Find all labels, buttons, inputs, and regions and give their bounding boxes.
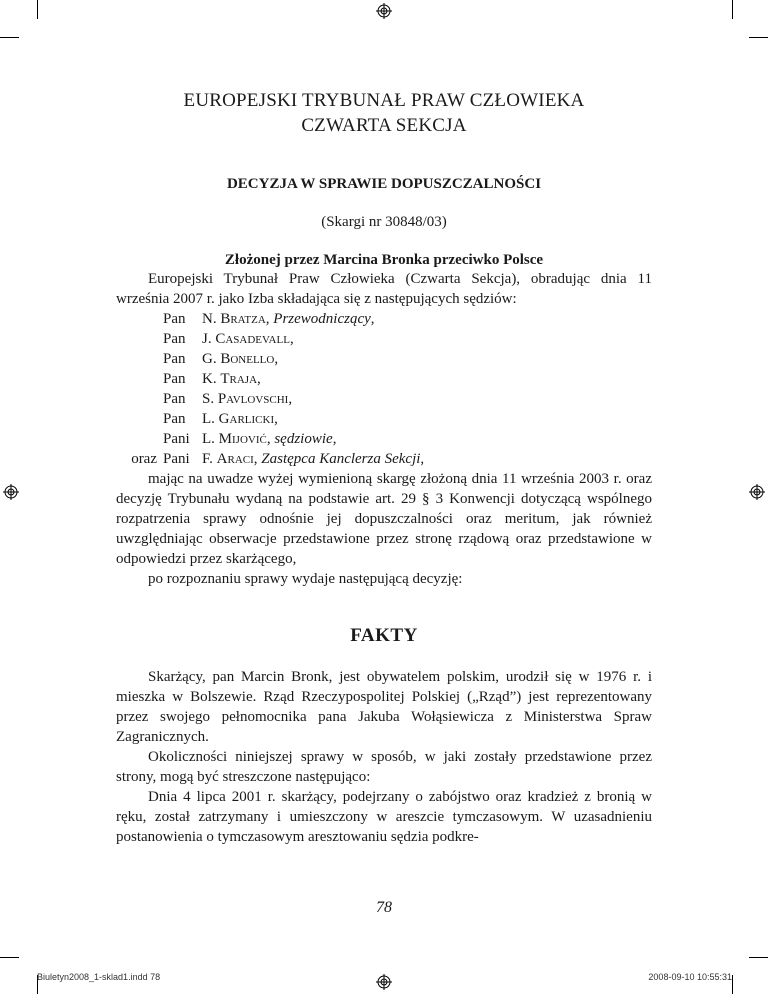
judge-name: S. Pavlovschi,: [202, 391, 293, 407]
intro-paragraph: Europejski Trybunał Praw Człowieka (Czwarta Sekcja), obradując dnia 11 września 2007 r. jako Izba składająca się z następujących sędziów:: [116, 271, 652, 307]
judge-surname: Bonello: [220, 351, 275, 367]
application-number: (Skargi nr 30848/03): [321, 214, 447, 230]
judge-surname: Traja: [220, 371, 258, 387]
judge-name: K. Traja,: [202, 371, 261, 387]
court-heading: [116, 88, 652, 138]
judges-list: [116, 309, 652, 469]
judge-name: L. Mijović, sędziowie,: [202, 431, 337, 447]
decision-title: DECYZJA W SPRAWIE DOPUSZCZALNOŚCI: [226, 176, 542, 192]
considering-paragraph: mając na uwadze wyżej wymienioną skargę złożoną dnia 11 września 2003 r. oraz decyzję Trybunału wydaną na podstawie art. 29 § 3 Konwencji dotyczącą wspólnego rozpatrzenia sprawy odnośnie jej dopuszczalności oraz meritum, jak również uwzględniając obserwacje przedstawione przez stronę rządową oraz przedstawione w odpowiedzi przez skarżącego,: [116, 471, 652, 567]
judge-title: Pani: [163, 451, 190, 467]
judge-row: [116, 409, 652, 429]
judge-title: Pan: [163, 391, 186, 407]
registration-mark-right-icon: [749, 484, 765, 500]
registration-mark-bottom-icon: [376, 974, 392, 990]
slug-timestamp: 2008-09-10 10:55:31: [648, 972, 732, 982]
judge-initial: K.: [202, 371, 221, 387]
judge-initial: G.: [202, 351, 221, 367]
judge-surname: Garlicki: [218, 411, 275, 427]
judge-title: Pan: [163, 331, 186, 347]
court-section: CZWARTA SEKCJA: [301, 115, 467, 136]
judge-name: F. Araci, Zastępca Kanclerza Sekcji,: [202, 451, 425, 467]
judge-initial: N.: [202, 311, 221, 327]
judge-row: [116, 449, 652, 469]
judge-name: G. Bonello,: [202, 351, 279, 367]
judge-initial: S.: [202, 391, 218, 407]
crop-mark-top-right-vertical: [732, 0, 733, 19]
judge-title: Pan: [163, 411, 186, 427]
deliberation-paragraph: po rozpoznaniu sprawy wydaje następującą decyzję:: [148, 571, 463, 587]
judge-name: J. Casadevall,: [202, 331, 294, 347]
judge-role: sędziowie: [274, 431, 333, 447]
judge-surname: Bratza: [220, 311, 266, 327]
slug-filename: Biuletyn2008_1-sklad1.indd 78: [37, 972, 161, 982]
judge-prefix: [108, 369, 163, 389]
judge-initial: J.: [202, 331, 216, 347]
judge-prefix: oraz: [131, 451, 157, 467]
judge-prefix: [108, 349, 163, 369]
facts-heading: FAKTY: [350, 625, 418, 646]
judge-role: Zastępca Kanclerza Sekcji: [261, 451, 421, 467]
page-number: 78: [376, 899, 392, 916]
facts-paragraph: Skarżący, pan Marcin Bronk, jest obywatelem polskim, urodził się w 1976 r. i mieszka w Bolszewie. Rząd Rzeczypospolitej Polskiej („Rząd”) jest reprezentowany przez swojego pełnomocnika pana Jakuba Wołąsiewicza z Ministerstwa Spraw Zagranicznych.: [116, 669, 652, 745]
judge-title: Pan: [163, 311, 186, 327]
judge-row: [116, 429, 652, 449]
judge-prefix: [108, 389, 163, 409]
judge-row: [116, 369, 652, 389]
crop-mark-bottom-right-vertical: [732, 975, 733, 994]
judge-title: Pan: [163, 371, 186, 387]
judge-initial: L.: [202, 411, 219, 427]
crop-mark-top-left-horizontal: [0, 37, 19, 38]
judge-prefix: [108, 429, 163, 449]
judge-surname: Pavlovschi: [217, 391, 289, 407]
judge-row: [116, 309, 652, 329]
crop-mark-top-left-vertical: [37, 0, 38, 19]
registration-mark-top-icon: [376, 3, 392, 19]
document-page: [116, 88, 652, 847]
judge-role: Przewodniczący: [273, 311, 371, 327]
facts-paragraph: Okoliczności niniejszej sprawy w sposób, w jaki zostały przedstawione przez strony, mogą być streszczone następująco:: [116, 749, 652, 785]
court-name: EUROPEJSKI TRYBUNAŁ PRAW CZŁOWIEKA: [183, 90, 585, 111]
registration-mark-left-icon: [3, 484, 19, 500]
crop-mark-bottom-left-horizontal: [0, 957, 19, 958]
judge-title: Pan: [163, 351, 186, 367]
judge-row: [116, 329, 652, 349]
crop-mark-top-right-horizontal: [749, 37, 768, 38]
parties-line: Złożonej przez Marcina Bronka przeciwko Polsce: [224, 252, 544, 268]
judge-title: Pani: [163, 431, 190, 447]
judge-row: [116, 349, 652, 369]
judge-name: L. Garlicki,: [202, 411, 278, 427]
judge-prefix: [108, 329, 163, 349]
judge-prefix: [108, 309, 163, 329]
judge-name: N. Bratza, Przewodniczący,: [202, 311, 375, 327]
judge-surname: Araci: [216, 451, 254, 467]
judge-initial: L.: [202, 431, 219, 447]
facts-section: [116, 667, 652, 847]
judge-surname: Casadevall: [215, 331, 290, 347]
judge-initial: F.: [202, 451, 217, 467]
crop-mark-bottom-right-horizontal: [749, 957, 768, 958]
judge-prefix: [108, 409, 163, 429]
judge-surname: Mijović: [218, 431, 267, 447]
facts-paragraph: Dnia 4 lipca 2001 r. skarżący, podejrzany o zabójstwo oraz kradzież z bronią w ręku, został zatrzymany i umieszczony w areszcie tymczasowym. W uzasadnieniu postanowienia o tymczasowym aresztowaniu sędzia podkre-: [116, 789, 652, 845]
judge-row: [116, 389, 652, 409]
